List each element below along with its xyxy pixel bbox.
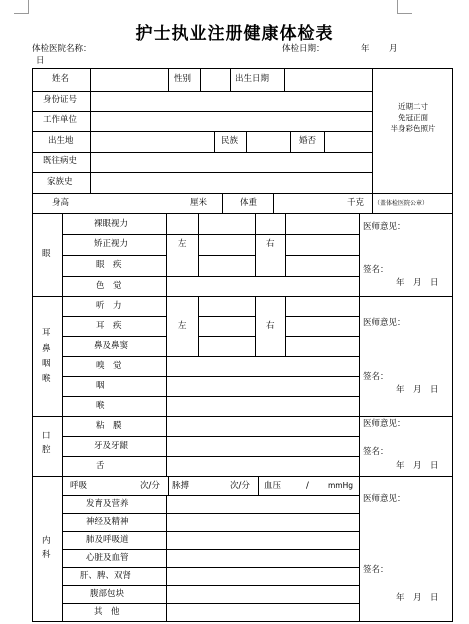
section-ent-nose: 鼻 — [42, 344, 51, 354]
label-birth-place: 出生地 — [48, 136, 74, 146]
seal-note: （盖体检医院公章） — [374, 200, 429, 207]
eye-item-corrected-vision: 矫正视力 — [94, 239, 129, 249]
exam-date-month: 月 — [389, 44, 398, 54]
label-ethnicity: 民族 — [221, 136, 239, 146]
ent-item-ear-disease: 耳 疾 — [96, 321, 122, 331]
internal-item-abdomen: 腹部包块 — [90, 589, 125, 599]
internal-item-heart: 心脏及血管 — [86, 553, 129, 563]
internal-item-lung: 肺及呼吸道 — [86, 535, 129, 545]
section-oral-2: 腔 — [42, 445, 51, 455]
photo-note-line1: 近期二寸 — [398, 102, 428, 111]
oral-item-teeth-gums: 牙及牙龈 — [94, 441, 129, 451]
ent-doctor-opinion: 医师意见： — [363, 318, 406, 328]
ent-item-nose-sinus: 鼻及鼻窦 — [94, 341, 129, 351]
oral-signature: 签名： — [363, 447, 389, 457]
eye-item-eye-disease: 眼 疾 — [96, 260, 122, 270]
oral-doctor-opinion: 医师意见： — [363, 419, 406, 429]
label-id-number: 身份证号 — [43, 95, 78, 105]
form-title: 护士执业注册健康体检表 — [135, 24, 334, 44]
label-cm: 厘米 — [190, 198, 208, 208]
label-marital: 婚否 — [299, 136, 317, 146]
vital-breath-label: 呼吸 — [70, 481, 88, 491]
exam-date-label: 体检日期： — [282, 44, 325, 54]
vital-bp-label: 血压 — [264, 481, 282, 491]
vital-bp-slash: / — [306, 481, 309, 491]
section-eye: 眼 — [42, 249, 51, 259]
vital-bp-unit: mmHg — [328, 481, 354, 490]
eye-sign-date: 年 月 日 — [396, 278, 439, 288]
oral-item-mucosa: 粘 膜 — [96, 421, 122, 431]
label-kg: 千克 — [347, 198, 365, 208]
ent-item-hearing: 听 力 — [96, 301, 122, 311]
oral-item-tongue: 舌 — [96, 461, 105, 471]
label-gender: 性别 — [174, 74, 192, 84]
label-name: 姓名 — [52, 74, 70, 84]
internal-item-other: 其 他 — [94, 607, 120, 617]
internal-doctor-opinion: 医师意见： — [363, 494, 406, 504]
ent-right: 右 — [266, 321, 275, 331]
label-work-unit: 工作单位 — [43, 115, 78, 125]
internal-item-development: 发育及营养 — [86, 499, 129, 509]
ent-left: 左 — [178, 321, 187, 331]
eye-signature: 签名： — [363, 265, 389, 275]
section-oral-1: 口 — [42, 431, 51, 441]
section-ent-ear: 耳 — [42, 328, 51, 338]
label-height: 身高 — [52, 198, 70, 208]
section-ent-pharynx: 咽 — [42, 359, 51, 369]
vital-pulse-unit: 次/分 — [230, 481, 250, 491]
section-internal-1: 内 — [42, 536, 51, 546]
label-past-history: 既往病史 — [43, 156, 78, 166]
photo-note-line3: 半身彩色照片 — [390, 124, 436, 133]
vital-breath-unit: 次/分 — [140, 481, 160, 491]
ent-signature: 签名： — [363, 372, 389, 382]
section-ent-larynx: 喉 — [42, 374, 51, 384]
eye-item-color-vision: 色 觉 — [96, 281, 122, 291]
ent-item-smell: 嗅 觉 — [96, 361, 122, 371]
internal-sign-date: 年 月 日 — [396, 593, 439, 603]
label-family-history: 家族史 — [47, 177, 73, 187]
eye-item-naked-vision: 裸眼视力 — [94, 219, 129, 229]
photo-note-line2: 免冠正面 — [398, 113, 428, 122]
ent-item-larynx: 喉 — [96, 401, 105, 411]
exam-date-year: 年 — [361, 44, 370, 54]
internal-item-liver: 肝、脾、双肾 — [80, 571, 132, 581]
exam-date-day: 日 — [36, 56, 45, 66]
vital-pulse-label: 脉搏 — [172, 481, 190, 491]
eye-right: 右 — [266, 239, 275, 249]
oral-sign-date: 年 月 日 — [396, 461, 439, 471]
internal-signature: 签名： — [363, 565, 389, 575]
photo-box — [373, 101, 453, 134]
label-birth-date: 出生日期 — [235, 74, 270, 84]
ent-item-pharynx: 咽 — [96, 381, 105, 391]
eye-left: 左 — [178, 239, 187, 249]
label-weight: 体重 — [240, 198, 258, 208]
internal-item-neuro: 神经及精神 — [86, 517, 129, 527]
hospital-name-label: 体检医院名称： — [32, 44, 92, 54]
ent-sign-date: 年 月 日 — [396, 385, 439, 395]
eye-doctor-opinion: 医师意见： — [363, 222, 406, 232]
section-internal-2: 科 — [42, 550, 51, 560]
